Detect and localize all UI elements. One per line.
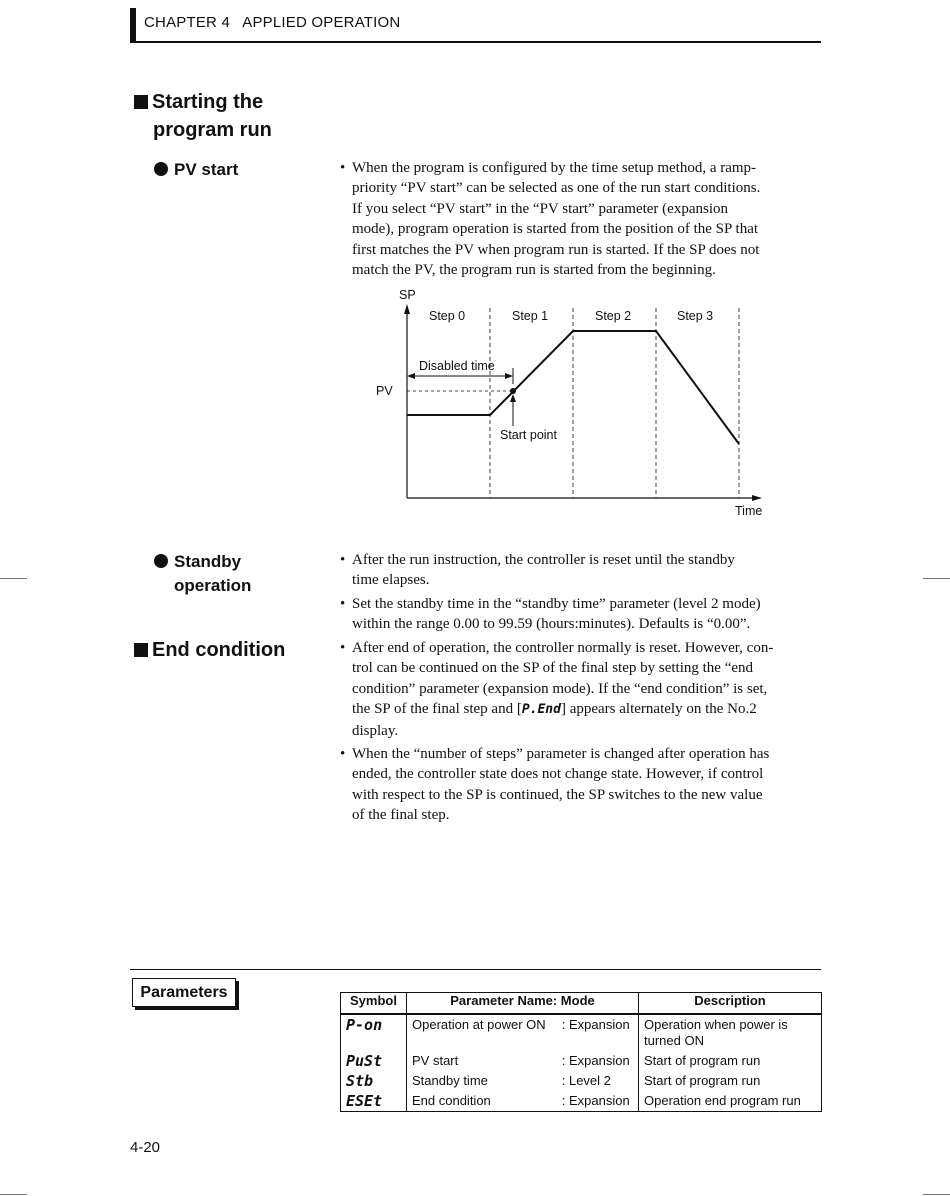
end-line: display.	[352, 722, 399, 739]
pv-line: priority “PV start” can be selected as one of the run start conditions.	[352, 180, 761, 197]
y-axis-label: SP	[399, 288, 416, 302]
heading-line2: program run	[153, 119, 272, 141]
symbol-cell: ESEt	[341, 1091, 407, 1112]
pv-line: mode), program operation is started from the position of the SP that	[352, 221, 759, 238]
mode-cell: : Expansion	[557, 1014, 639, 1051]
heading-pv-start-label: PV start	[174, 160, 239, 179]
table-row	[341, 1091, 822, 1112]
start-point-label: Start point	[500, 428, 557, 442]
description-cell: Start of program run	[639, 1071, 822, 1091]
heading-end-condition-label: End condition	[152, 639, 286, 661]
end-condition-paragraphs	[340, 638, 822, 826]
standby-bullet	[340, 594, 822, 635]
end-line-pre: the SP of the final step and [	[352, 701, 522, 718]
x-axis-label: Time	[735, 504, 763, 518]
end-line: condition” parameter (expansion mode). If the “end condition” is set,	[352, 680, 768, 697]
step-label: Step 1	[512, 309, 549, 323]
standby-line: time elapses.	[352, 572, 430, 589]
col-header-name-mode: Parameter Name: Mode	[407, 993, 639, 1015]
pv-line: first matches the PV when program run is started. If the SP does not	[352, 241, 760, 258]
pv-label: PV	[376, 384, 393, 398]
p-end-display-code: P.End	[521, 702, 561, 718]
mode-cell: : Level 2	[557, 1071, 639, 1091]
header-bar	[130, 8, 136, 42]
square-bullet-icon	[134, 95, 148, 109]
step-label: Step 3	[677, 309, 714, 323]
diagram-svg	[370, 284, 770, 520]
mode-cell: : Expansion	[557, 1051, 639, 1071]
end-line: of the final step.	[352, 807, 450, 824]
table-row	[341, 1014, 822, 1051]
parameters-label: Parameters	[132, 978, 236, 1007]
description-cell: Start of program run	[639, 1051, 822, 1071]
crop-mark-left	[0, 578, 27, 579]
name-cell: Operation at power ON	[407, 1014, 557, 1051]
heading-standby-line1: Standby	[174, 552, 242, 571]
description-cell: Operation when power is turned ON	[639, 1014, 822, 1051]
name-cell: Standby time	[407, 1071, 557, 1091]
page-number: 4-20	[130, 1139, 161, 1156]
heading-pv-start	[154, 158, 238, 182]
end-line	[352, 699, 822, 720]
standby-bullet	[340, 550, 822, 591]
chapter-title: CHAPTER 4 APPLIED OPERATION	[144, 14, 401, 31]
square-bullet-icon	[134, 643, 148, 657]
end-line: with respect to the SP is continued, the SP switches to the new value	[352, 786, 763, 803]
name-cell: PV start	[407, 1051, 557, 1071]
standby-line: • Set the standby time in the “standby time” parameter (level 2 mode)	[352, 595, 761, 612]
y-axis-arrow-icon	[404, 304, 410, 314]
end-line: • When the “number of steps” parameter is changed after operation has	[352, 746, 770, 763]
crop-mark-bottom-left	[0, 1194, 27, 1195]
end-line: • After end of operation, the controller normally is reset. However, con-	[352, 640, 774, 656]
parameters-table	[340, 992, 822, 1112]
symbol-cell: Stb	[341, 1071, 407, 1091]
disabled-time-left-arrow-icon	[407, 373, 415, 379]
standby-line: • After the run instruction, the controller is reset until the standby	[352, 552, 735, 568]
table-header-row	[341, 993, 822, 1015]
header-rule	[130, 41, 821, 43]
crop-mark-bottom-right	[923, 1194, 950, 1195]
heading-end-condition	[134, 636, 285, 664]
start-point-marker	[510, 388, 516, 394]
heading-line1: Starting the	[152, 91, 264, 113]
crop-mark-right	[923, 578, 950, 579]
description-cell: Operation end program run	[639, 1091, 822, 1112]
pv-start-diagram	[370, 284, 770, 520]
heading-standby-operation	[154, 550, 251, 598]
mode-cell: : Expansion	[557, 1091, 639, 1112]
disabled-time-label: Disabled time	[419, 359, 495, 373]
pv-line: match the PV, the program run is started from the beginning.	[352, 262, 716, 279]
standby-line: within the range 0.00 to 99.59 (hours:minutes). Defaults is “0.00”.	[352, 616, 751, 633]
end-line: ended, the controller state does not change state. However, if control	[352, 766, 764, 783]
heading-standby-line2: operation	[174, 576, 252, 595]
end-line-post: ] appears alternately on the No.2	[560, 701, 757, 718]
x-axis-arrow-icon	[752, 495, 762, 501]
symbol-cell: PuSt	[341, 1051, 407, 1071]
heading-starting-program-run	[134, 88, 272, 144]
standby-paragraphs	[340, 550, 822, 635]
symbol-cell: P-on	[341, 1014, 407, 1051]
col-header-description: Description	[639, 993, 822, 1015]
col-header-symbol: Symbol	[341, 993, 407, 1015]
pv-start-paragraph	[340, 158, 834, 280]
circle-bullet-icon	[154, 162, 168, 176]
pv-line: If you select “PV start” in the “PV start” parameter (expansion	[352, 200, 728, 217]
table-row	[341, 1071, 822, 1091]
disabled-time-right-arrow-icon	[505, 373, 513, 379]
end-line: trol can be continued on the SP of the final step by setting the “end	[352, 660, 754, 677]
end-bullet	[340, 744, 822, 826]
table-row	[341, 1051, 822, 1071]
pv-line: • When the program is configured by the time setup method, a ramp-	[352, 160, 757, 176]
step-label: Step 2	[595, 309, 632, 323]
step-label: Step 0	[429, 309, 466, 323]
parameters-rule	[130, 969, 821, 970]
circle-bullet-icon	[154, 554, 168, 568]
end-bullet	[340, 638, 822, 741]
name-cell: End condition	[407, 1091, 557, 1112]
